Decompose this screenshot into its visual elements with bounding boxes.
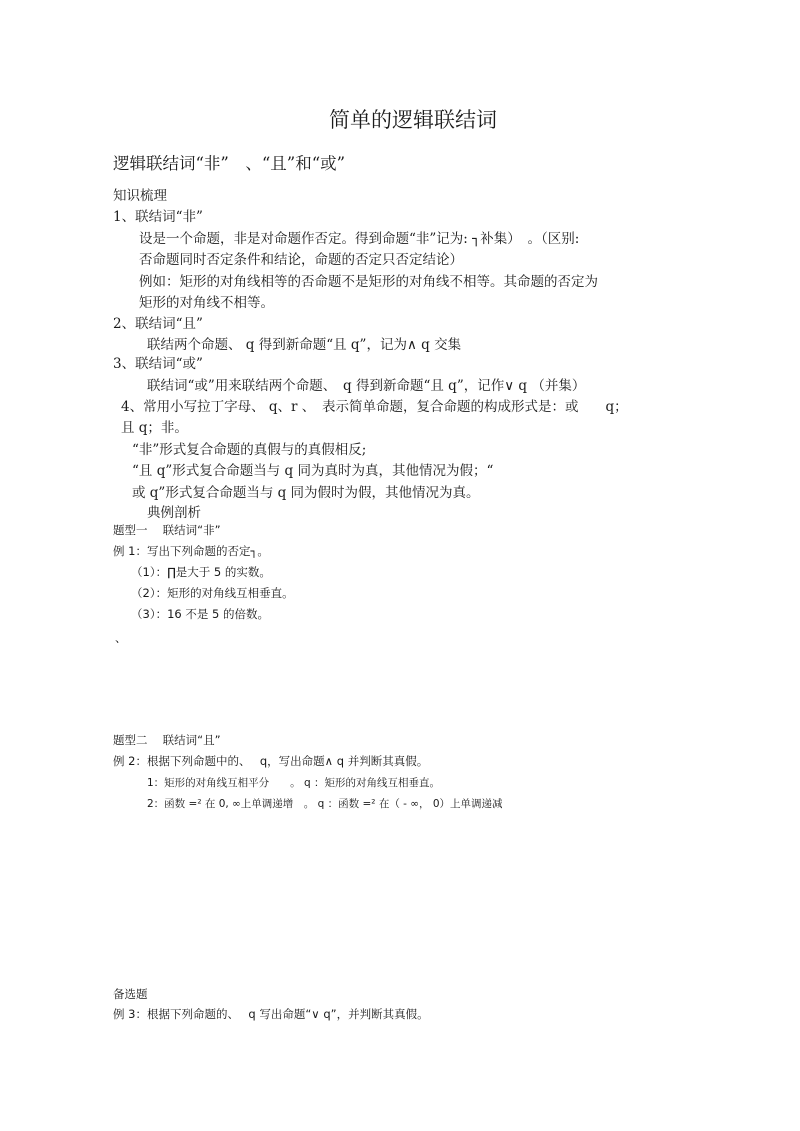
item1-line4: 矩形的对角线不相等。 [139, 295, 274, 311]
section-subtitle: 逻辑联结词“非” 、“且”和“或” [113, 154, 346, 173]
truth-line1: “非”形式复合命题的真假与的真假相反; [132, 442, 367, 458]
extra-heading: 备选题 [113, 987, 148, 1001]
type2-q2: 2：函数 =² 在 0, ∞上单调递增 。 q ：函数 =² 在（ - ∞， 0）上单调递减 [147, 798, 503, 810]
type2-q1: 1：矩形的对角线互相平分 。 q ：矩形的对角线互相垂直。 [147, 777, 441, 789]
stray-mark: 、 [115, 631, 127, 645]
item1-line2: 否命题同时否定条件和结论，命题的否定只否定结论） [139, 252, 463, 268]
type1-example: 例 1：写出下列命题的否定┐。 [113, 544, 269, 558]
truth-line2: “且 q”形式复合命题当与 q 同为真时为真，其他情况为假；“ [132, 463, 494, 479]
item1-heading: 1、联结词“非” [113, 209, 203, 225]
page-title: 简单的逻辑联结词 [329, 108, 497, 132]
examples-heading: 典例剖析 [147, 505, 201, 521]
type1-q1: （1）：∏是大于 5 的实数。 [131, 565, 271, 579]
type2-heading: 题型二 联结词“且” [113, 733, 221, 747]
item2-heading: 2、联结词“且” [113, 316, 203, 332]
knowledge-heading: 知识梳理 [113, 188, 167, 204]
item3-line1: 联结词“或”用来联结两个命题、 q 得到新命题“且 q”，记作∨ q （并集） [147, 378, 586, 394]
item4-line2: 且 q；非。 [121, 420, 188, 436]
type1-q3: （3）：16 不是 5 的倍数。 [131, 607, 269, 621]
type1-q2: （2）：矩形的对角线互相垂直。 [131, 586, 294, 600]
item1-line1: 设是一个命题，非是对命题作否定。得到命题“非”记为: ┐补集） 。（区别: [139, 231, 580, 247]
type2-example: 例 2：根据下列命题中的、 q，写出命题∧ q 并判断其真假。 [113, 754, 429, 768]
item4-line1: 4、常用小写拉丁字母、 q、r 、 表示简单命题，复合命题的构成形式是：或 q； [121, 399, 628, 415]
item2-line1: 联结两个命题、 q 得到新命题“且 q”，记为∧ q 交集 [147, 337, 462, 353]
type1-heading: 题型一 联结词“非” [113, 523, 221, 537]
truth-line3: 或 q”形式复合命题当与 q 同为假时为假，其他情况为真。 [132, 485, 480, 501]
extra-example: 例 3：根据下列命题的、 q 写出命题“∨ q”，并判断其真假。 [113, 1007, 429, 1021]
item3-heading: 3、联结词“或” [113, 356, 203, 372]
item1-line3: 例如：矩形的对角线相等的否命题不是矩形的对角线不相等。其命题的否定为 [139, 274, 598, 290]
